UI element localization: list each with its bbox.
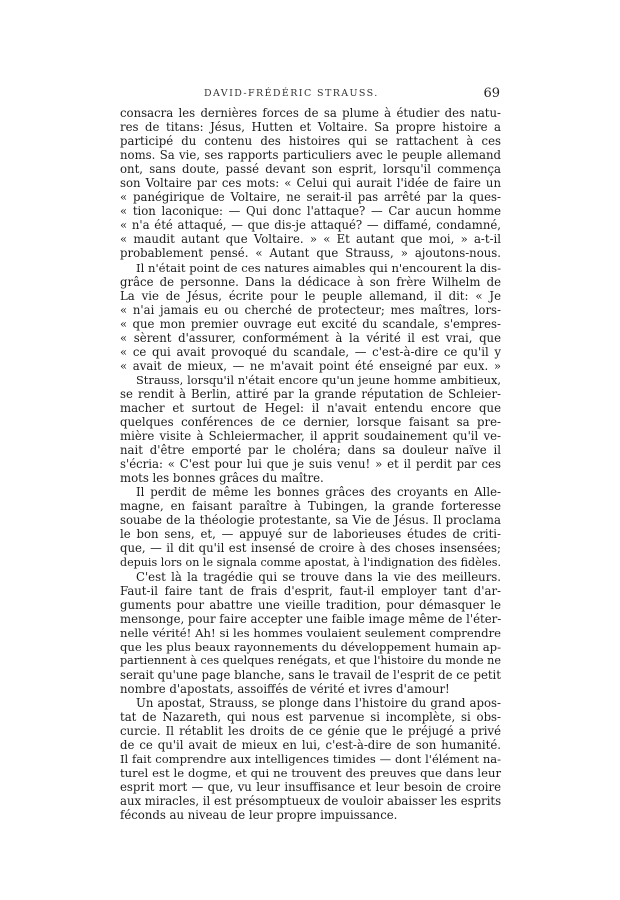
text-line: « ce qui avait provoqué du scandale, — c'est-à-dire ce qu'il y <box>120 344 501 359</box>
text-line: « maudit autant que Voltaire. » « Et autant que moi, » a-t-il <box>120 232 501 247</box>
text-line: « sèrent d'assurer, conformément à la vérité il est vrai, que <box>120 330 501 345</box>
text-line: quelques conférences de ce dernier, lorsque faisant sa pre- <box>120 415 501 430</box>
page-number: 69 <box>483 86 500 101</box>
text-line: se rendit à Berlin, attiré par la grande réputation de Schleier- <box>120 386 501 401</box>
text-line: aux miracles, il est présomptueux de vouloir abaisser les esprits <box>120 794 502 809</box>
text-line: Il perdit de même les bonnes grâces des croyants en Alle- <box>136 485 501 500</box>
paragraph <box>120 373 501 485</box>
text-line: souabe de la théologie protestante, sa Vie de Jésus. Il proclama <box>120 513 501 528</box>
text-line: nait d'être emporté par le choléra; dans sa douleur naïve il <box>120 443 501 458</box>
text-line: « panégirique de Voltaire, ne serait-il pas arrêté par la ques- <box>120 190 501 205</box>
text-line: nombre d'apostats, assoiffés de vérité et ivres d'amour! <box>120 681 450 696</box>
paragraph <box>120 261 501 373</box>
text-line: consacra les dernières forces de sa plume à étudier des natu- <box>120 106 501 120</box>
text-line: « que mon premier ouvrage eut excité du scandale, s'empres- <box>120 316 501 331</box>
text-line: que, — il dit qu'il est insensé de croire à des choses insensées; <box>120 541 501 556</box>
text-line: Il fait comprendre aux intelligences timides — dont l'élément na- <box>120 752 501 767</box>
page-header <box>120 88 500 104</box>
text-line: s'écria: « C'est pour lui que je suis venu! » et il perdit par ces <box>120 457 501 472</box>
text-line: tat de Nazareth, qui nous est parvenue si incomplète, si obs- <box>120 710 501 725</box>
text-line: que les plus beaux rayonnements du développement humain ap- <box>120 639 501 654</box>
text-line: probablement pensé. « Autant que Strauss, » ajoutons-nous. <box>120 246 501 261</box>
text-line: grâce de personne. Dans la dédicace à son frère Wilhelm de <box>120 274 501 289</box>
paragraph <box>120 106 501 261</box>
text-line: « n'ai jamais eu ou cherché de protecteur; mes maîtres, lors- <box>120 302 501 317</box>
text-line: le bon sens, et, — appuyé sur de laborieuses études de criti- <box>120 527 501 542</box>
text-line: depuis lors on le signala comme apostat, à l'indignation des fidèles. <box>120 555 501 569</box>
running-title: DAVID-FRÉDÉRIC STRAUSS. <box>204 88 379 99</box>
text-line: participé du contenu des histoires qui se rattachent à ces <box>120 134 501 149</box>
text-line: mots les bonnes grâces du maître. <box>120 471 324 486</box>
text-line: turel est le dogme, et qui ne trouvent des preuves que dans leur <box>120 766 501 781</box>
text-line: macher et surtout de Hegel: il n'avait entendu encore que <box>120 400 501 415</box>
text-line: ont, sans doute, passé devant son esprit, lorsqu'il commença <box>120 162 501 177</box>
text-line: esprit mort — que, vu leur insuffisance et leur besoin de croire <box>120 780 501 795</box>
paragraph <box>120 570 501 696</box>
text-line: mière visite à Schleiermacher, il apprit soudainement qu'il ve- <box>120 429 501 444</box>
text-line: Un apostat, Strauss, se plonge dans l'histoire du grand apos- <box>136 695 501 710</box>
text-line: magne, en faisant paraître à Tubingen, la grande forteresse <box>120 499 501 514</box>
paragraph <box>120 485 501 569</box>
paragraph <box>120 696 501 822</box>
text-line: res de titans: Jésus, Hutten et Voltaire. Sa propre histoire a <box>120 120 501 135</box>
body-text <box>120 106 501 822</box>
text-line: « tion laconique: — Qui donc l'attaque? — Car aucun homme <box>120 204 501 219</box>
text-line: mensonge, pour faire accepter une faible image même de l'éter- <box>120 611 502 626</box>
text-line: féconds au niveau de leur propre impuissance. <box>120 808 398 823</box>
text-line: Faut-il faire tant de frais d'esprit, faut-il employer tant d'ar- <box>120 583 501 598</box>
text-line: guments pour abattre une vieille tradition, pour démasquer le <box>120 597 501 612</box>
text-line: Strauss, lorsqu'il n'était encore qu'un jeune homme ambitieux, <box>136 372 501 387</box>
text-line: de ce qu'il avait de mieux en lui, c'est-à-dire de son humanité. <box>120 738 501 753</box>
text-line: La vie de Jésus, écrite pour le peuple allemand, il dit: « Je <box>120 288 501 303</box>
text-line: « n'a été attaqué, — que dis-je attaqué? — diffamé, condamné, <box>120 218 501 233</box>
text-line: noms. Sa vie, ses rapports particuliers avec le peuple allemand <box>120 148 501 163</box>
text-line: curcie. Il rétablit les droits de ce génie que le préjugé a privé <box>120 724 501 739</box>
text-line: partiennent à ces quelques renégats, et que l'histoire du monde ne <box>120 653 501 667</box>
text-line: Il n'était point de ces natures aimables qui n'encourent la dis- <box>136 260 501 275</box>
text-line: son Voltaire par ces mots: « Celui qui aurait l'idée de faire un <box>120 176 501 191</box>
text-line: C'est là la tragédie qui se trouve dans la vie des meilleurs. <box>136 569 501 584</box>
text-line: « avait de mieux, — ne m'avait point été enseigné par eux. » <box>120 358 501 373</box>
text-line: serait qu'une page blanche, sans le travail de l'esprit de ce petit <box>120 667 501 682</box>
text-line: nelle vérité! Ah! si les hommes voulaient seulement comprendre <box>120 625 501 640</box>
